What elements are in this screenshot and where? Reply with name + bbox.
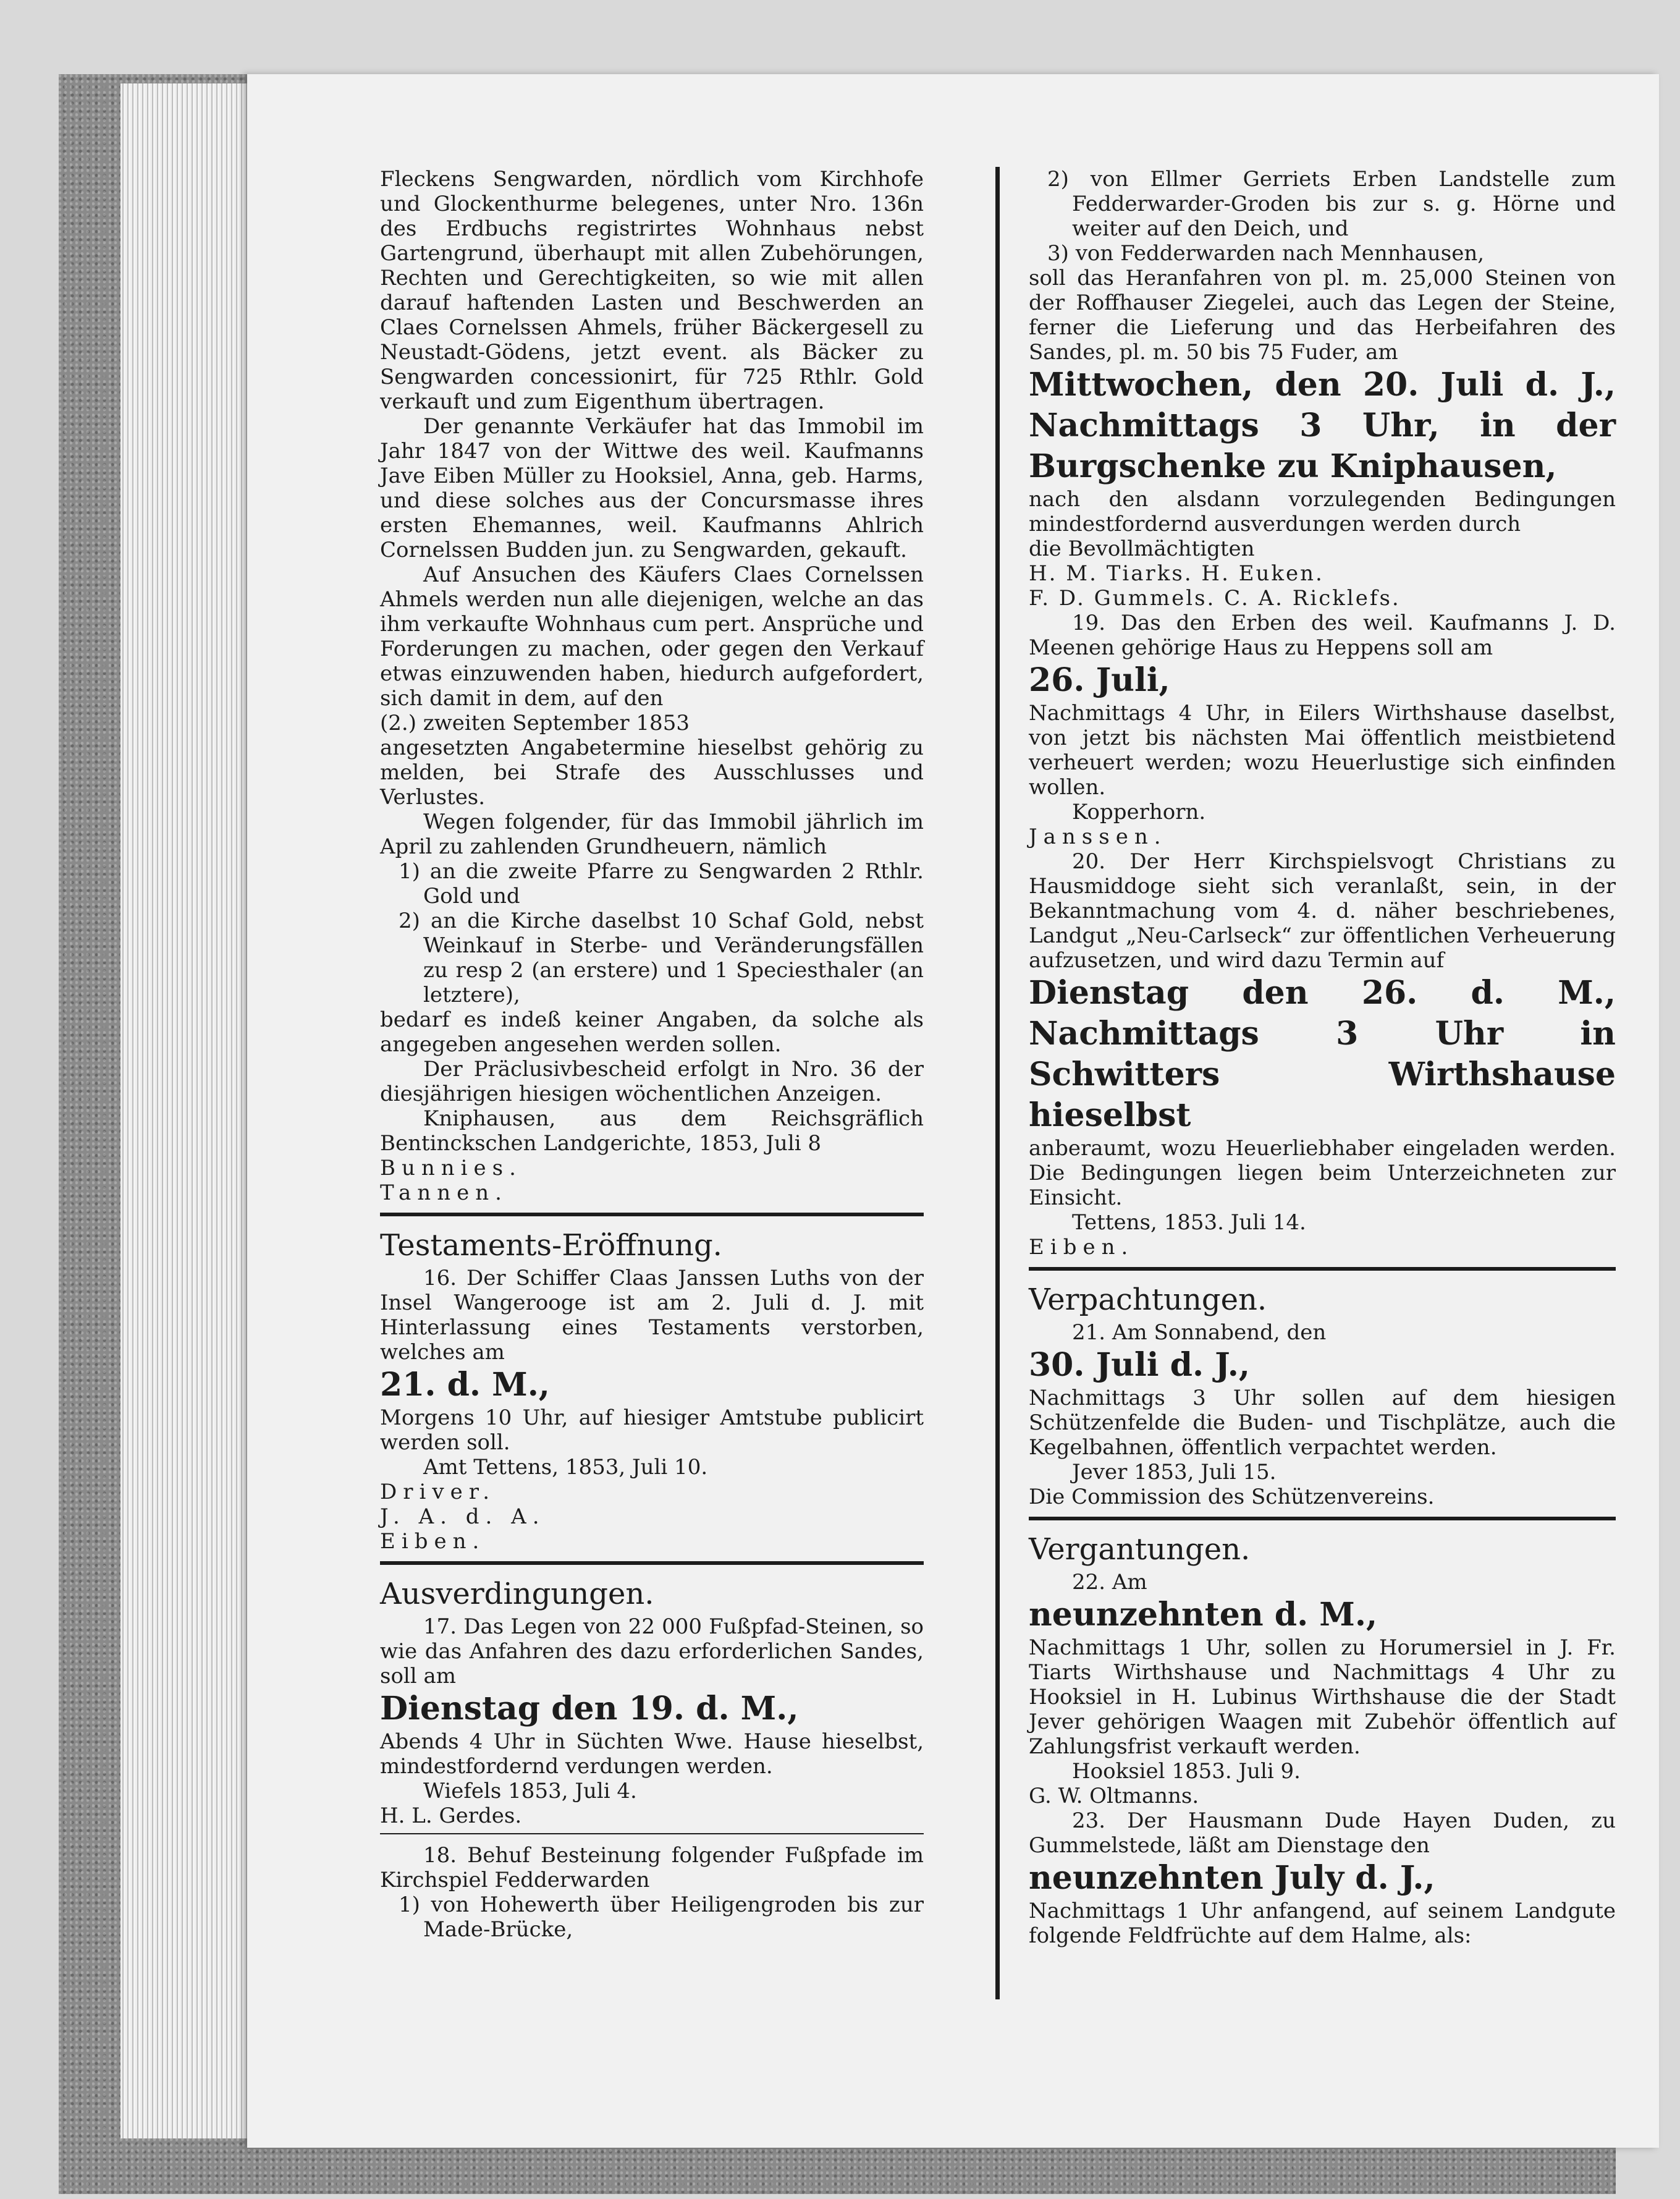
paragraph: Jever 1853, Juli 15. xyxy=(1072,1460,1277,1485)
signature: Tannen. xyxy=(380,1180,508,1205)
paragraph: Tettens, 1853. Juli 14. xyxy=(1072,1210,1306,1235)
section-heading: Testaments-Eröffnung. xyxy=(380,1228,722,1263)
section-rule xyxy=(1029,1517,1616,1520)
left-column xyxy=(380,167,924,1942)
paragraph: 23. Der Hausmann Dude Hayen Duden, zu Gummelstede, läßt am Dienstage den xyxy=(1029,1808,1616,1858)
paragraph: Fleckens Sengwarden, nördlich vom Kirchhofe und Glockenthurme belegenes, unter Nro. 136n des Erdbuchs registrirtes Wohnhaus nebst Gartengrund, überhaupt mit allen Zubehörungen, Rechten und Gerechtigkeiten, so wie mit allen darauf haftenden Lasten und Beschwerden an Claes Cornelssen Ahmels, früher Bäckergesell zu Neustadt-Gödens, jetzt event. als Bäcker zu Sengwarden concessionirt, für 725 Rthlr. Gold verkauft und zum Eigenthum übertragen. xyxy=(380,167,924,414)
paragraph: die Bevollmächtigten xyxy=(1029,536,1255,561)
paragraph: 20. Der Herr Kirchspielsvogt Christians zu Hausmiddoge sieht sich veranlaßt, sein, in der Bekanntmachung vom 4. d. näher beschriebenes, Landgut „Neu-Carlseck“ zur öffentlichen Verheuerung aufzusetzen, und wird dazu Termin auf xyxy=(1029,849,1616,973)
date-display: 21. d. M., xyxy=(380,1366,550,1404)
paragraph: Auf Ansuchen des Käufers Claes Cornelssen Ahmels werden nun alle diejenigen, welche an das ihm verkaufte Wohnhaus cum pert. Ansprüche und Forderungen zu machen, oder gegen den Verkauf etwas einzuwenden haben, hiedurch aufgefordert, sich damit in dem, auf den xyxy=(380,562,924,711)
paragraph: Kopperhorn. xyxy=(1072,800,1206,824)
paragraph: Morgens 10 Uhr, auf hiesiger Amtstube publicirt werden soll. xyxy=(380,1405,924,1455)
signature: Eiben. xyxy=(1029,1235,1134,1260)
paragraph: angesetzten Angabetermine hieselbst gehörig zu melden, bei Strafe des Ausschlusses und Verlustes. xyxy=(380,735,924,810)
paragraph: 21. Am Sonnabend, den xyxy=(1072,1320,1327,1345)
signature: Die Commission des Schützenvereins. xyxy=(1029,1485,1435,1509)
paragraph: 17. Das Legen von 22 000 Fußpfad-Steinen, so wie das Anfahren des dazu erforderlichen Sandes, soll am xyxy=(380,1614,924,1688)
paragraph: Nachmittags 1 Uhr anfangend, auf seinem Landgute folgende Feldfrüchte auf dem Halme, als: xyxy=(1029,1899,1616,1948)
paragraph: Hooksiel 1853. Juli 9. xyxy=(1072,1759,1301,1784)
section-rule xyxy=(380,1561,924,1565)
paragraph: 16. Der Schiffer Claas Janssen Luths von der Insel Wangerooge ist am 2. Juli d. J. mit Hinterlassung eines Testaments verstorben, welches am xyxy=(380,1266,924,1365)
signature: H. M. Tiarks. H. Euken. xyxy=(1029,561,1324,586)
paragraph: Nachmittags 1 Uhr, sollen zu Horumersiel in J. Fr. Tiarts Wirthshause und Nachmittags 4 Uhr zu Hooksiel in H. Lubinus Wirthshause die der Stadt Jever gehörigen Waagen mit Zubehör öffentlich auf Zahlungsfrist verkauft werden. xyxy=(1029,1635,1616,1759)
paragraph: 18. Behuf Besteinung folgender Fußpfade im Kirchspiel Fedderwarden xyxy=(380,1843,924,1892)
list-item: 3) von Fedderwarden nach Mennhausen, xyxy=(1047,241,1485,266)
section-heading: Verpachtungen. xyxy=(1029,1282,1267,1317)
column-divider xyxy=(995,167,1000,1999)
paragraph: soll das Heranfahren von pl. m. 25,000 Steinen von der Roffhauser Ziegelei, auch das Legen der Steine, ferner die Lieferung und das Herbeifahren des Sandes, pl. m. 50 bis 75 Fuder, am xyxy=(1029,266,1616,365)
section-rule xyxy=(380,1213,924,1216)
date-display: neunzehnten July d. J., xyxy=(1029,1859,1435,1897)
paragraph: 22. Am xyxy=(1072,1570,1147,1595)
signature: Bunnies. xyxy=(380,1156,522,1180)
signature: Janssen. xyxy=(1029,824,1167,849)
paragraph: Wiefels 1853, Juli 4. xyxy=(423,1779,637,1803)
date-display: Dienstag den 19. d. M., xyxy=(380,1690,799,1727)
paragraph: Nachmittags 3 Uhr sollen auf dem hiesigen Schützenfelde die Buden- und Tischplätze, auch die Kegelbahnen, öffentlich verpachtet werden. xyxy=(1029,1386,1616,1460)
page-edges xyxy=(120,83,250,2138)
section-heading: Vergantungen. xyxy=(1029,1532,1251,1567)
paragraph: anberaumt, wozu Heuerliebhaber eingeladen werden. Die Bedingungen liegen beim Unterzeichneten zur Einsicht. xyxy=(1029,1136,1616,1210)
signature: G. W. Oltmanns. xyxy=(1029,1784,1199,1808)
signature: Eiben. xyxy=(380,1529,486,1554)
signature: J. A. d. A. xyxy=(380,1504,546,1529)
date-display: 26. Juli, xyxy=(1029,661,1170,699)
list-item: 2) an die Kirche daselbst 10 Schaf Gold, nebst Weinkauf in Sterbe- und Veränderungsfällen zu resp 2 (an erstere) und 1 Speciesthaler (an letztere), xyxy=(399,909,924,1007)
signature: H. L. Gerdes. xyxy=(380,1803,522,1828)
date-line: (2.) zweiten September 1853 xyxy=(380,711,690,735)
signature: Driver. xyxy=(380,1480,496,1504)
date-display: 30. Juli d. J., xyxy=(1029,1346,1250,1384)
paragraph: Wegen folgender, für das Immobil jährlich im April zu zahlenden Grundheuern, nämlich xyxy=(380,810,924,859)
signature: F. D. Gummels. C. A. Ricklefs. xyxy=(1029,586,1401,611)
paragraph: Der Präclusivbescheid erfolgt in Nro. 36 der diesjährigen hiesigen wöchentlichen Anzeigen. xyxy=(380,1057,924,1106)
paragraph: Nachmittags 4 Uhr, in Eilers Wirthshause daselbst, von jetzt bis nächsten Mai öffentlich meistbietend verheuert werden; wozu Heuerlustige sich einfinden wollen. xyxy=(1029,701,1616,800)
paragraph: Abends 4 Uhr in Süchten Wwe. Hause hieselbst, mindestfordernd verdungen werden. xyxy=(380,1729,924,1779)
paragraph: nach den alsdann vorzulegenden Bedingungen mindestfordernd ausverdungen werden durch xyxy=(1029,487,1616,536)
right-column xyxy=(1029,167,1616,1948)
paragraph: Kniphausen, aus dem Reichsgräflich Bentinckschen Landgerichte, 1853, Juli 8 xyxy=(380,1106,924,1156)
paragraph: bedarf es indeß keiner Angaben, da solche als angegeben angesehen werden sollen. xyxy=(380,1007,924,1057)
section-heading: Ausverdingungen. xyxy=(380,1577,654,1611)
item-rule xyxy=(380,1833,924,1834)
list-item: 1) von Hohewerth über Heiligengroden bis zur Made-Brücke, xyxy=(399,1892,924,1942)
list-item: 1) an die zweite Pfarre zu Sengwarden 2 Rthlr. Gold und xyxy=(399,859,924,909)
paragraph: Amt Tettens, 1853, Juli 10. xyxy=(423,1455,708,1480)
list-item: 2) von Ellmer Gerriets Erben Landstelle zum Fedderwarder-Groden bis zur s. g. Hörne und weiter auf den Deich, und xyxy=(1047,167,1616,241)
section-rule xyxy=(1029,1267,1616,1271)
date-display: Dienstag den 26. d. M., Nachmittags 3 Uhr in Schwitters Wirthshause hieselbst xyxy=(1029,974,1616,1134)
paragraph: Der genannte Verkäufer hat das Immobil im Jahr 1847 von der Wittwe des weil. Kaufmanns Jave Eiben Müller zu Hooksiel, Anna, geb. Harms, und diese solches aus der Concursmasse ihres ersten Ehemannes, weil. Kaufmanns Ahlrich Cornelssen Budden jun. zu Sengwarden, gekauft. xyxy=(380,414,924,562)
paragraph: 19. Das den Erben des weil. Kaufmanns J. D. Meenen gehörige Haus zu Heppens soll am xyxy=(1029,611,1616,660)
date-display: Mittwochen, den 20. Juli d. J., Nachmittags 3 Uhr, in der Burgschenke zu Kniphausen, xyxy=(1029,366,1616,485)
date-display: neunzehnten d. M., xyxy=(1029,1596,1378,1633)
